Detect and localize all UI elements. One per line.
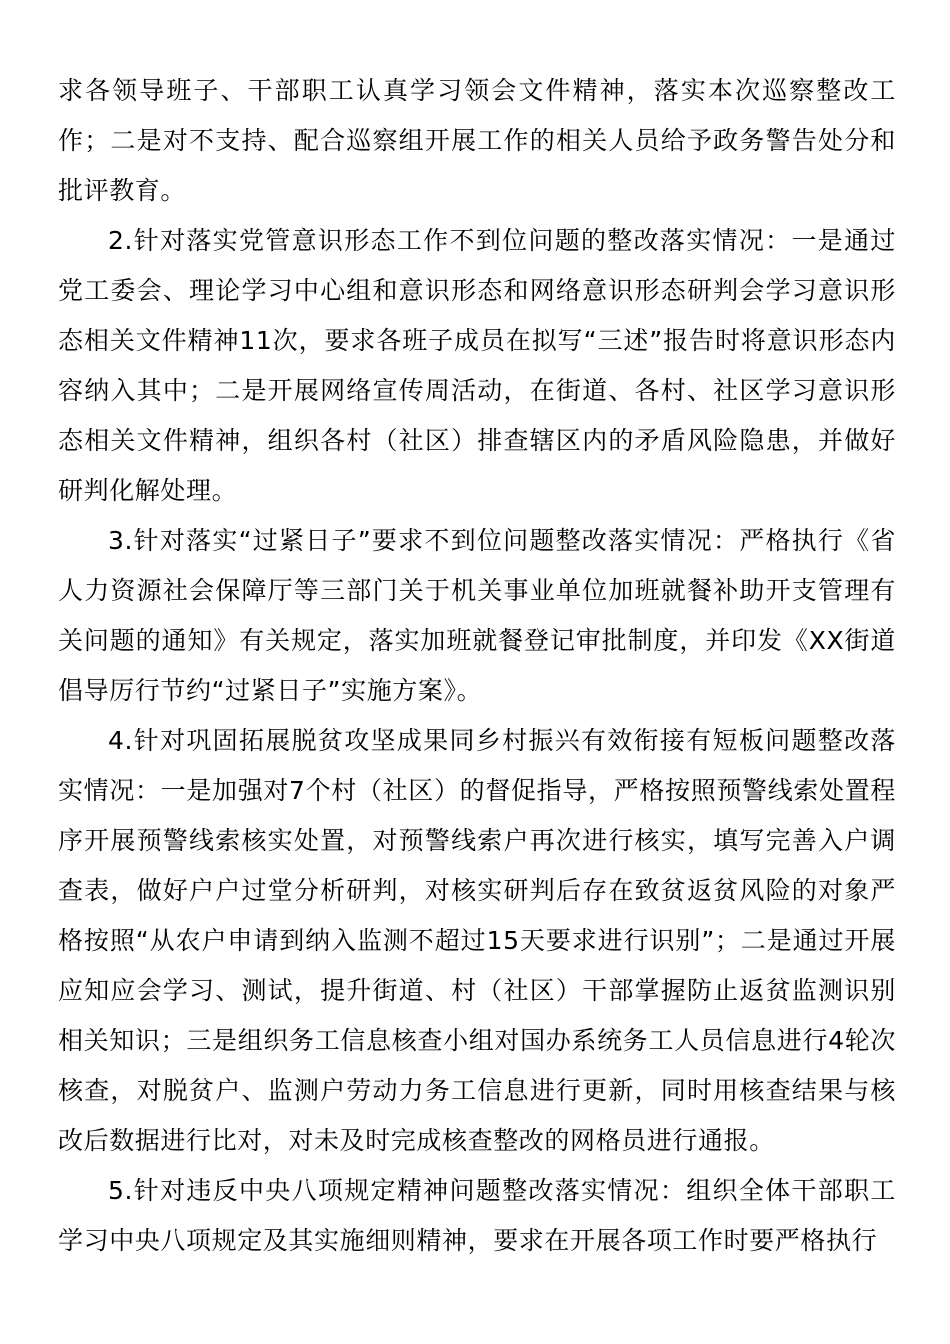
paragraph-item-2: 2.针对落实党管意识形态工作不到位问题的整改落实情况：一是通过党工委会、理论学习中心组和意识形态和网络意识形态研判会学习意识形态相关文件精神11次，要求各班子成员在拟写“三述”报告时将意识形态内容纳入其中；二是开展网络宣传周活动，在街道、各村、社区学习意识形态相关文件精神，组织各村（社区）排查辖区内的矛盾风险隐患，并做好研判化解处理。 bbox=[58, 226, 896, 505]
paragraph-continuation: 求各领导班子、干部职工认真学习领会文件精神，落实本次巡察整改工作；二是对不支持、配合巡察组开展工作的相关人员给予政务警告处分和批评教育。 bbox=[58, 76, 896, 205]
document-page bbox=[58, 66, 896, 1266]
paragraph-item-4: 4.针对巩固拓展脱贫攻坚成果同乡村振兴有效衔接有短板问题整改落实情况：一是加强对7个村（社区）的督促指导，严格按照预警线索处置程序开展预警线索核实处置，对预警线索户再次进行核实，填写完善入户调查表，做好户户过堂分析研判，对核实研判后存在致贫返贫风险的对象严格按照“从农户申请到纳入监测不超过15天要求进行识别”；二是通过开展应知应会学习、测试，提升街道、村（社区）干部掌握防止返贫监测识别相关知识；三是组织务工信息核查小组对国办系统务工人员信息进行4轮次核查，对脱贫户、监测户劳动力务工信息进行更新，同时用核查结果与核改后数据进行比对，对未及时完成核查整改的网格员进行通报。 bbox=[58, 726, 896, 1155]
paragraph-item-5: 5.针对违反中央八项规定精神问题整改落实情况：组织全体干部职工学习中央八项规定及其实施细则精神，要求在开展各项工作时要严格执行 bbox=[58, 1176, 896, 1255]
paragraph-item-3: 3.针对落实“过紧日子”要求不到位问题整改落实情况：严格执行《省人力资源社会保障厅等三部门关于机关事业单位加班就餐补助开支管理有关问题的通知》有关规定，落实加班就餐登记审批制度，并印发《XX街道倡导厉行节约“过紧日子”实施方案》。 bbox=[58, 526, 896, 705]
